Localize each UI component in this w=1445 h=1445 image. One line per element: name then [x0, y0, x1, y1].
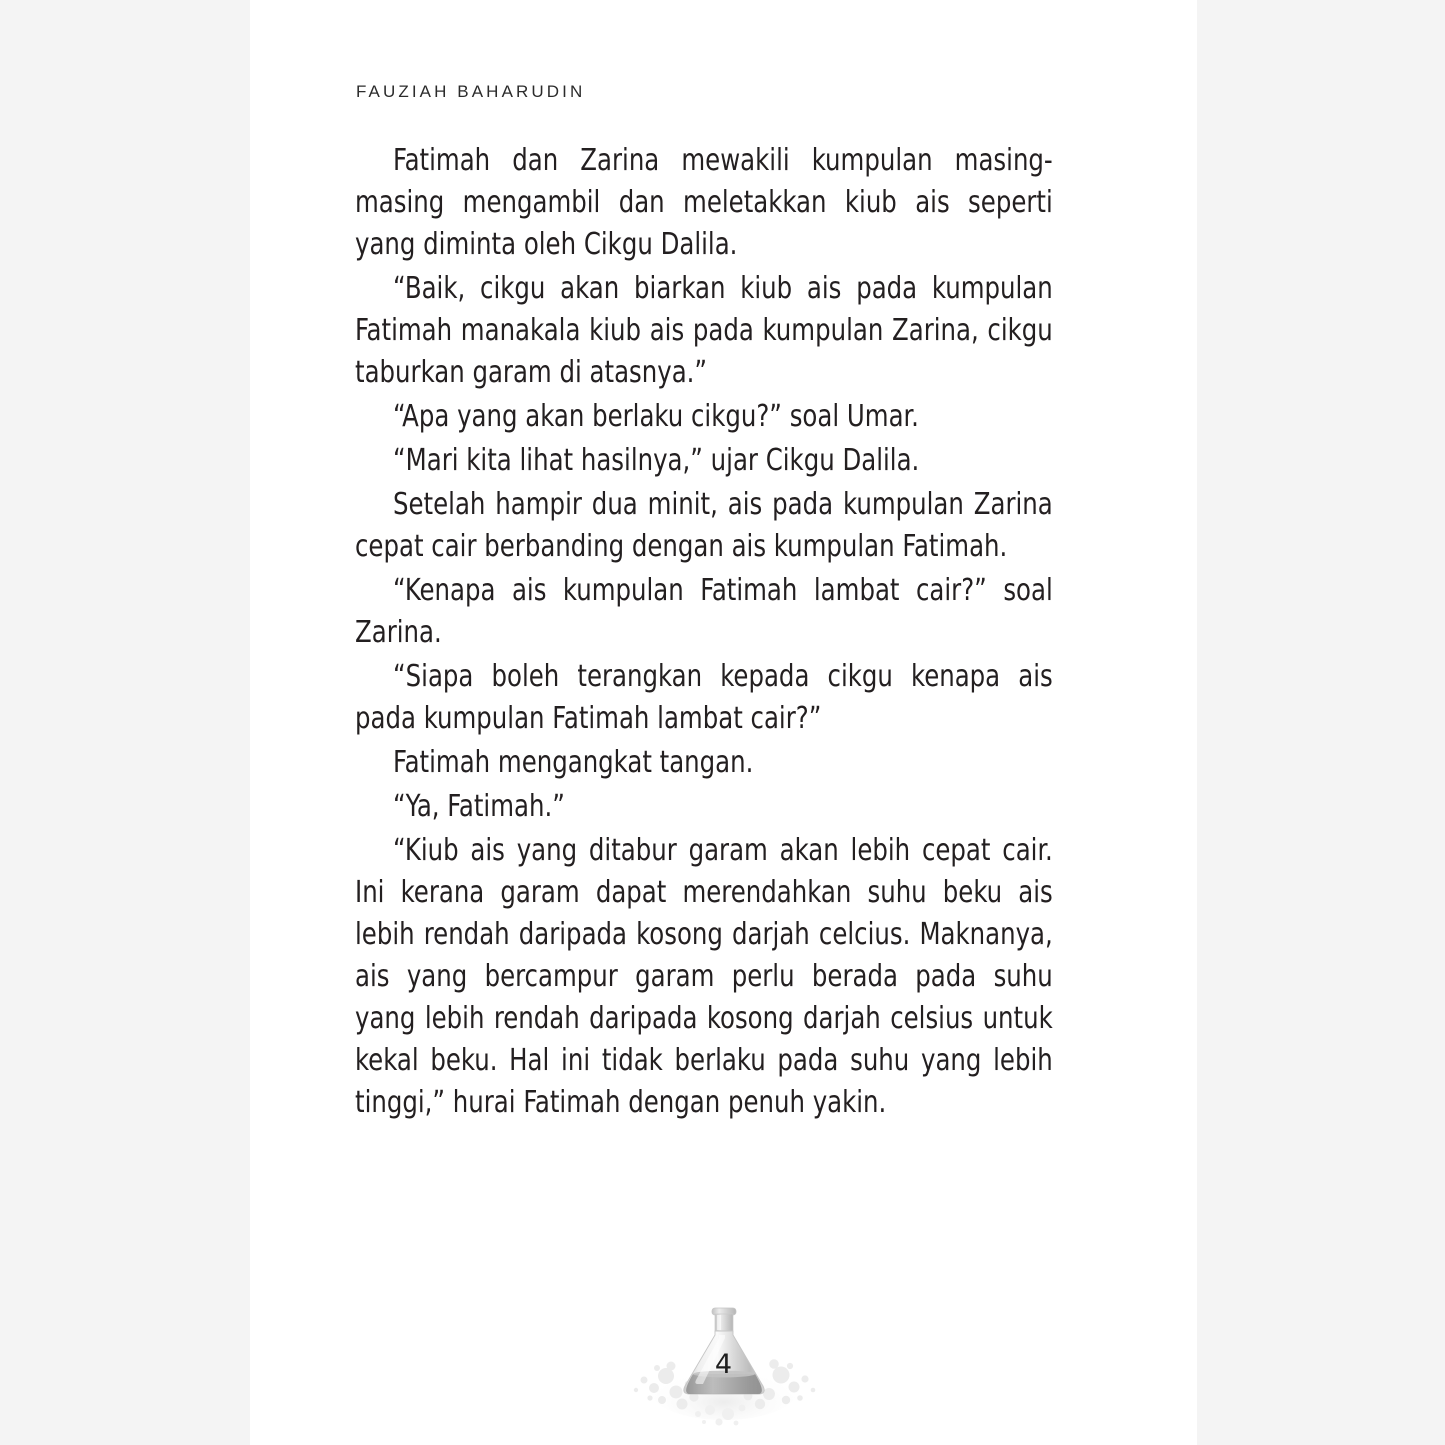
paragraph: “Kiub ais yang ditabur garam akan lebih cepat cair. Ini kerana garam dapat merendahkan suhu beku ais lebih rendah daripada kosong darjah celcius. Maknanya, ais yang bercampur garam perlu berada pada suhu yang lebih rendah daripada kosong darjah celsius untuk kekal beku. Hal ini tidak berlaku pada suhu yang lebih tinggi,” hurai Fatimah dengan penuh yakin.	[355, 833, 1053, 1120]
paragraph: Setelah hampir dua minit, ais pada kumpulan Zarina cepat cair berbanding dengan ais kumpulan Fatimah.	[355, 487, 1053, 564]
paragraph: “Baik, cikgu akan biarkan kiub ais pada kumpulan Fatimah manakala kiub ais pada kumpulan Zarina, cikgu taburkan garam di atasnya.”	[355, 271, 1053, 390]
paragraph: Fatimah mengangkat tangan.	[393, 745, 754, 780]
running-head-author: FAUZIAH BAHARUDIN	[356, 82, 586, 101]
body-text-column	[355, 140, 1053, 1126]
page-number-emblem	[624, 1302, 824, 1427]
paragraph: “Siapa boleh terangkan kepada cikgu kenapa ais pada kumpulan Fatimah lambat cair?”	[355, 659, 1053, 736]
paragraph: “Apa yang akan berlaku cikgu?” soal Umar.	[393, 399, 919, 434]
paragraph: “Kenapa ais kumpulan Fatimah lambat cair?” soal Zarina.	[355, 573, 1053, 650]
paragraph: “Ya, Fatimah.”	[393, 789, 565, 824]
paragraph: “Mari kita lihat hasilnya,” ujar Cikgu Dalila.	[393, 443, 920, 478]
conical-flask-icon	[624, 1302, 824, 1427]
paragraph: Fatimah dan Zarina mewakili kumpulan masing-masing mengambil dan meletakkan kiub ais seperti yang diminta oleh Cikgu Dalila.	[355, 143, 1053, 262]
book-page-sheet	[250, 0, 1197, 1445]
page-number: 4	[714, 1349, 733, 1380]
page-footer	[250, 1297, 1197, 1427]
